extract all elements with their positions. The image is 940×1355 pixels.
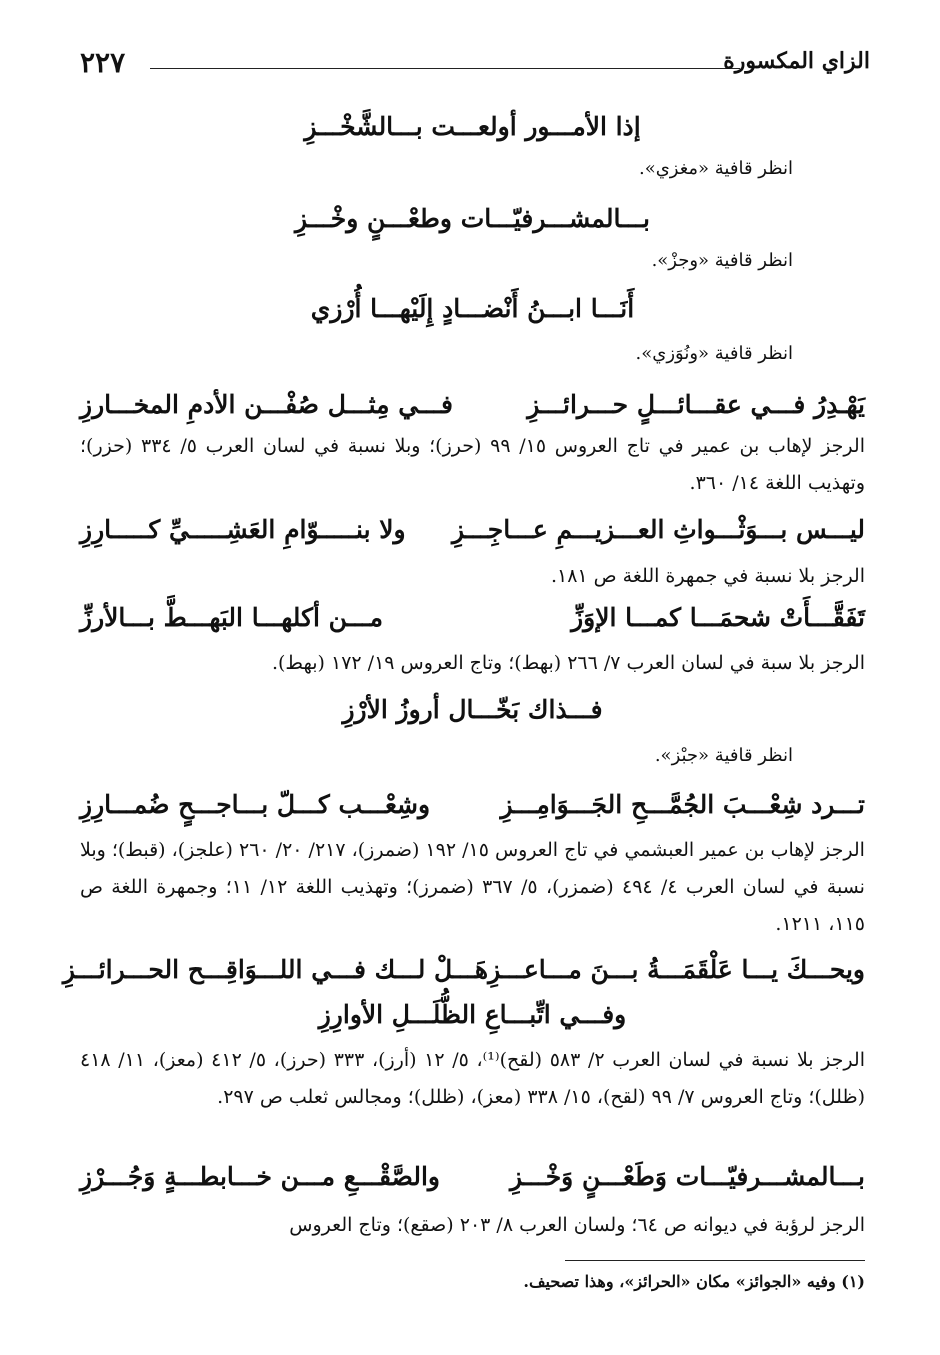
running-title: الزاي المكسورة <box>723 48 870 74</box>
verse-hemistich-first: ويحـــكَ يـــا عَلْقَمَـــةُ بـــنَ مـــاعـــزِ <box>488 955 865 984</box>
verse-couplet <box>80 790 865 819</box>
verse-hemistich-first: يَهْـدِرُ فـــي عقـــائـــلٍ حـــرائـــزِ <box>527 390 865 419</box>
source-reference: الرجز لإهاب بن عمير العبشمي في تاج العروس ١٥/ ١٩٢ (ضمرز)، ٢١٧/ ٢٠/ ٢٦٠ (علجز)، (قبط)؛ وبلا نسبة في لسان العرب ٤/ ٤٩٤ (ضمزر)، ٥/ ٣٦٧ (ضمرز)؛ وتهذيب اللغة ١٢/ ١١؛ وجمهرة اللغة ص ١١٥، ١٢١١. <box>80 839 865 935</box>
verse-hemistich-second: وشِعْـــب كـــلّ بـــاجـــحٍ ضُمـــارِزِ <box>80 790 431 819</box>
source-reference: الرجز بلا نسبة في جمهرة اللغة ص ١٨١. <box>550 565 865 587</box>
verse-hemistich-first: تَفَقَّـــأَتْ شحمَـــا كمـــا الإوَزِّ <box>571 603 865 632</box>
verse: بـــالمشـــرفيّـــات وطعْـــنٍ وخْـــزِ <box>294 204 651 233</box>
verse: إذا الأمـــور أولعـــت بـــالشَّخْـــزِ <box>304 112 641 141</box>
verse: وفـــي اتِّبـــاعِ الظُّلَـــلِ الأوارِزِ <box>318 1000 627 1029</box>
cross-reference-note: انظر قافية «وجزْ». <box>651 250 793 271</box>
verse-hemistich-second: هَـــلْ لـــك فـــي اللـــوَاقِـــح الحـــرائـــزِ <box>62 955 489 984</box>
page-header <box>80 46 870 82</box>
verse-couplet <box>80 603 865 632</box>
verse-couplet <box>80 1162 865 1191</box>
verse-hemistich-first: ليـــس بـــوَثْـــواثِ العـــزيـــمِ عـــاجِـــزِ <box>452 515 865 544</box>
verse-hemistich-first: تـــرد شِعْـــبَ الجُمَّـــحِ الجَـــوَامِـــزِ <box>500 790 865 819</box>
verse: أَنَـــا ابـــنُ أَنْضـــادٍ إِلَيْهـــا أُرْزي <box>310 294 635 323</box>
verse-couplet <box>80 515 865 544</box>
footnote-rule <box>565 1260 865 1261</box>
verse-couplet <box>62 955 865 984</box>
verse-hemistich-second: ولا بنـــــوّامِ العَشِـــــيِّ كـــــارِزِ <box>80 515 406 544</box>
source-reference: الرجز لرؤبة في ديوانه ص ٦٤؛ ولسان العرب ٨/ ٢٠٣ (صقع)؛ وتاج العروس <box>289 1214 865 1236</box>
footnote: (١) وفيه «الجوائز» مكان «الحرائز»، وهذا تصحيف. <box>523 1272 865 1291</box>
verse-hemistich-second: فـــي مِثـــل صُفْـــن الأدمِ المخـــارزِ <box>80 390 453 419</box>
source-reference: الرجز بلا نسبة في لسان العرب ٢/ ٥٨٣ (لقح)⁽¹⁾، ٥/ ١٢ (أرز)، ٣٣٣ (حرز)، ٥/ ٤١٢ (معز)، ١١/ ٤١٨ (ظلل)؛ وتاج العروس ٧/ ٩٩ (لقح)، ١٥/ ٣٣٨ (معز)، (ظلل)؛ ومجالس ثعلب ص ٢٩٧. <box>80 1049 865 1108</box>
verse-hemistich-first: بـــالمشـــرفيّـــات وَطَعْـــنٍ وَخْـــزِ <box>509 1162 865 1191</box>
cross-reference-note: انظر قافية «ونُوَزي». <box>635 343 793 364</box>
cross-reference-note: انظر قافية «جبْز». <box>654 745 793 766</box>
verse: فـــذاك بَخّـــال أروزُ الأرْزِ <box>342 695 603 724</box>
page-number: ٢٢٧ <box>80 46 126 79</box>
source-reference: الرجز بلا سبة في لسان العرب ٧/ ٢٦٦ (بهط)؛ وتاج العروس ١٩/ ١٧٢ (بهط). <box>271 652 865 674</box>
verse-hemistich-second: مـــن أكلهـــا البَهـــطَّ بـــالأرزِّ <box>80 603 384 632</box>
source-reference: الرجز لإهاب بن عمير في تاج العروس ١٥/ ٩٩ (حرز)؛ وبلا نسبة في لسان العرب ٥/ ٣٣٤ (حزر)؛ وتهذيب اللغة ١٤/ ٣٦٠. <box>80 435 865 494</box>
header-rule <box>150 68 740 69</box>
verse-couplet <box>80 390 865 419</box>
cross-reference-note: انظر قافية «مغزي». <box>638 158 793 179</box>
verse-hemistich-second: والصَّقْـــعِ مـــن خـــابطـــةٍ وَجُـــرْزِ <box>80 1162 440 1191</box>
